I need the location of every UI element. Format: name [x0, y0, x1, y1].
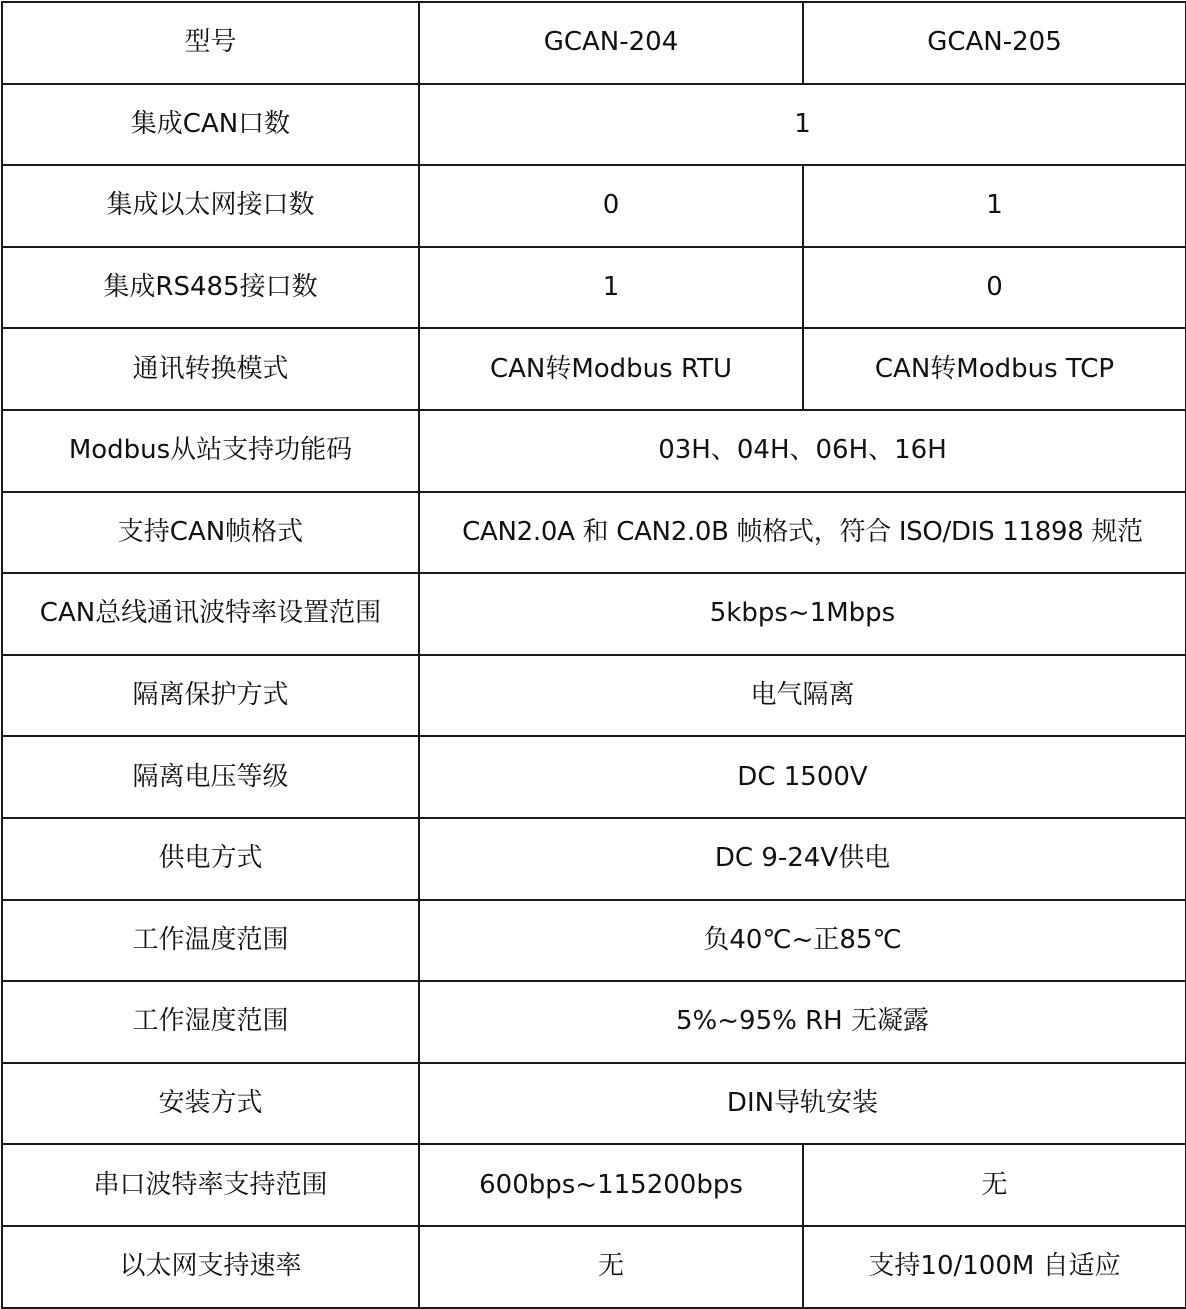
table-row [2, 1144, 1186, 1226]
table-row [2, 736, 1186, 818]
row-value-shared: 5kbps~1Mbps [419, 573, 1186, 655]
table-row [2, 492, 1186, 574]
row-label: 工作温度范围 [2, 900, 419, 982]
table-row [2, 165, 1186, 247]
row-label: CAN总线通讯波特率设置范围 [2, 573, 419, 655]
header-label: 型号 [2, 2, 419, 84]
table-row [2, 247, 1186, 329]
table-row [2, 655, 1186, 737]
row-value-a: 0 [419, 165, 803, 247]
row-label: 隔离保护方式 [2, 655, 419, 737]
row-value-shared: 电气隔离 [419, 655, 1186, 737]
row-value-a: 1 [419, 247, 803, 329]
row-value-a: 无 [419, 1226, 803, 1308]
row-value-a: 600bps~115200bps [419, 1144, 803, 1226]
row-label: 通讯转换模式 [2, 328, 419, 410]
table-row [2, 573, 1186, 655]
row-label: 串口波特率支持范围 [2, 1144, 419, 1226]
header-model-a: GCAN-204 [419, 2, 803, 84]
table-row [2, 328, 1186, 410]
row-label: 以太网支持速率 [2, 1226, 419, 1308]
row-value-shared: 5%~95% RH 无凝露 [419, 981, 1186, 1063]
row-value-shared: 03H、04H、06H、16H [419, 410, 1186, 492]
table-row [2, 818, 1186, 900]
row-label: 隔离电压等级 [2, 736, 419, 818]
row-value-shared: DIN导轨安装 [419, 1063, 1186, 1145]
spec-table [1, 1, 1186, 1309]
row-label: 集成CAN口数 [2, 84, 419, 166]
table-row [2, 1226, 1186, 1308]
table-row [2, 410, 1186, 492]
row-value-shared: 1 [419, 84, 1186, 166]
row-label: 集成RS485接口数 [2, 247, 419, 329]
row-label: 安装方式 [2, 1063, 419, 1145]
table-row [2, 900, 1186, 982]
row-value-b: 支持10/100M 自适应 [803, 1226, 1186, 1308]
row-label: Modbus从站支持功能码 [2, 410, 419, 492]
row-value-shared: DC 9-24V供电 [419, 818, 1186, 900]
row-label: 支持CAN帧格式 [2, 492, 419, 574]
row-label: 工作湿度范围 [2, 981, 419, 1063]
table-row [2, 84, 1186, 166]
row-label: 供电方式 [2, 818, 419, 900]
row-value-b: CAN转Modbus TCP [803, 328, 1186, 410]
row-value-b: 无 [803, 1144, 1186, 1226]
row-value-b: 0 [803, 247, 1186, 329]
header-model-b: GCAN-205 [803, 2, 1186, 84]
row-value-shared: CAN2.0A 和 CAN2.0B 帧格式，符合 ISO/DIS 11898 规范 [419, 492, 1186, 574]
row-value-shared: DC 1500V [419, 736, 1186, 818]
row-value-a: CAN转Modbus RTU [419, 328, 803, 410]
table-row [2, 981, 1186, 1063]
row-value-b: 1 [803, 165, 1186, 247]
row-label: 集成以太网接口数 [2, 165, 419, 247]
header-row [2, 2, 1186, 84]
table-row [2, 1063, 1186, 1145]
row-value-shared: 负40℃~正85℃ [419, 900, 1186, 982]
